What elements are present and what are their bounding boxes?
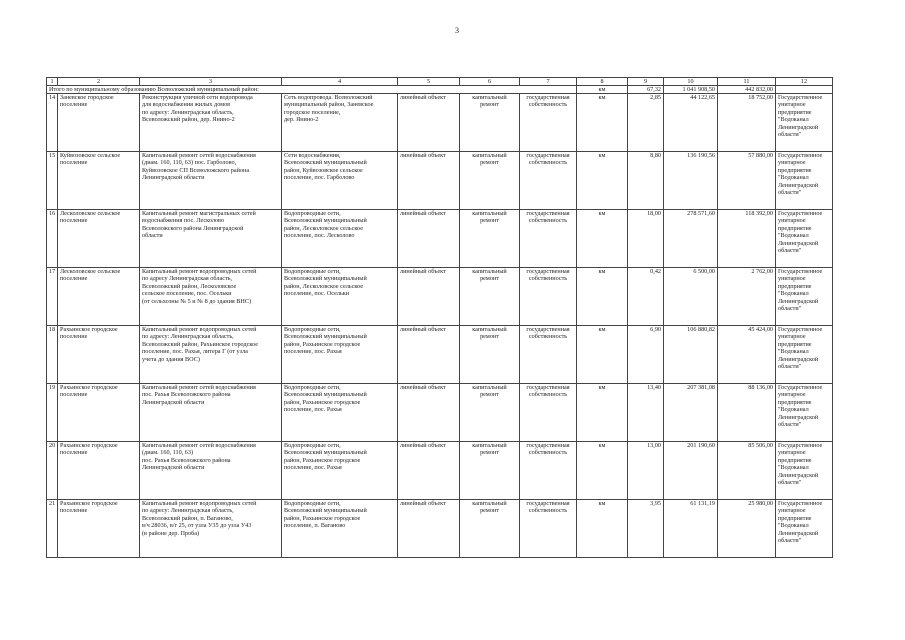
ownership-cell: государственная собственность: [520, 94, 577, 152]
amount-cell: 57 880,00: [718, 152, 776, 210]
cost-cell: 136 190,56: [664, 152, 718, 210]
table-row: [47, 500, 833, 558]
row-number-cell: 17: [47, 268, 58, 326]
ownership-cell: государственная собственность: [520, 442, 577, 500]
row-number-cell: 15: [47, 152, 58, 210]
total-cost: 1 041 908,50: [664, 86, 718, 94]
cost-cell: 6 500,00: [664, 268, 718, 326]
unit-cell: км: [577, 94, 628, 152]
object-name-cell: Капитальный ремонт водопроводных сетей по адресу Ленинградская область, Всеволожский район, Лесколовское сельское поселение, пос. Осельки (от сельхозны № 5 и № 8 до здания ВНС): [140, 268, 282, 326]
work-type-cell: капитальный ремонт: [460, 94, 520, 152]
unit-cell: км: [577, 384, 628, 442]
total-customer: [776, 86, 833, 94]
table-row: [47, 210, 833, 268]
column-number: 10: [664, 78, 718, 86]
object-type-cell: линейный объект: [398, 210, 460, 268]
work-type-cell: капитальный ремонт: [460, 268, 520, 326]
row-number-cell: 19: [47, 384, 58, 442]
settlement-cell: Рахьинское городское поселение: [58, 442, 140, 500]
customer-cell: Государственное унитарное предприятие "Водоканал Ленинградской области": [776, 500, 833, 558]
column-number: 1: [47, 78, 58, 86]
length-cell: 8,80: [628, 152, 664, 210]
object-name-cell: Капитальный ремонт водопроводных сетей по адресу: Ленинградская область, Всеволожский район, Рахьинское городское поселение, пос. Рахья, литера Г (от узла учета до здания ВОС): [140, 326, 282, 384]
settlement-cell: Лесколовское сельское поселение: [58, 210, 140, 268]
table-row: [47, 326, 833, 384]
row-number-cell: 20: [47, 442, 58, 500]
length-cell: 2,85: [628, 94, 664, 152]
length-cell: 3,95: [628, 500, 664, 558]
length-cell: 13,00: [628, 442, 664, 500]
row-number-cell: 14: [47, 94, 58, 152]
ownership-cell: государственная собственность: [520, 210, 577, 268]
amount-cell: 118 392,00: [718, 210, 776, 268]
total-amount: 442 832,00: [718, 86, 776, 94]
object-location-cell: Сеть водопровода. Всеволожский муниципальный район, Заневское городское поселение, дер. Янино-2: [282, 94, 398, 152]
object-type-cell: линейный объект: [398, 384, 460, 442]
object-type-cell: линейный объект: [398, 442, 460, 500]
amount-cell: 88 136,00: [718, 384, 776, 442]
cost-cell: 44 122,65: [664, 94, 718, 152]
work-type-cell: капитальный ремонт: [460, 442, 520, 500]
column-number: 7: [520, 78, 577, 86]
column-number: 12: [776, 78, 833, 86]
amount-cell: 2 762,00: [718, 268, 776, 326]
settlement-cell: Рахьинское городское поселение: [58, 500, 140, 558]
total-row: [47, 86, 833, 94]
cost-cell: 61 131,19: [664, 500, 718, 558]
length-cell: 6,90: [628, 326, 664, 384]
ownership-cell: государственная собственность: [520, 152, 577, 210]
object-name-cell: Капитальный ремонт водопроводных сетей по адресу: Ленинградская область, Всеволожский район, п. Ваганово, в/ч 28036, в/г 25, от узла У35 до узла У43 (в районе дер. Проба): [140, 500, 282, 558]
table-row: [47, 384, 833, 442]
column-number: 2: [58, 78, 140, 86]
customer-cell: Государственное унитарное предприятие "Водоканал Ленинградской области": [776, 152, 833, 210]
work-type-cell: капитальный ремонт: [460, 500, 520, 558]
object-location-cell: Водопроводные сети, Всеволожский муниципальный район, Рахьинское городское поселение, пос. Рахья: [282, 326, 398, 384]
object-name-cell: Капитальный ремонт сетей водоснабжения пос. Рахья Всеволожского района Ленинградской области: [140, 384, 282, 442]
ownership-cell: государственная собственность: [520, 326, 577, 384]
unit-cell: км: [577, 152, 628, 210]
object-name-cell: Реконструкция уличной сети водопровода для водоснабжения жилых домов по адресу: Ленинградская область, Всеволожский район, дер. Янино-2: [140, 94, 282, 152]
amount-cell: 45 424,00: [718, 326, 776, 384]
column-number: 6: [460, 78, 520, 86]
column-number: 5: [398, 78, 460, 86]
object-type-cell: линейный объект: [398, 268, 460, 326]
program-table: [46, 77, 833, 558]
customer-cell: Государственное унитарное предприятие "Водоканал Ленинградской области": [776, 94, 833, 152]
customer-cell: Государственное унитарное предприятие "Водоканал Ленинградской области": [776, 268, 833, 326]
column-number: 9: [628, 78, 664, 86]
column-number: 11: [718, 78, 776, 86]
unit-cell: км: [577, 210, 628, 268]
unit-cell: км: [577, 326, 628, 384]
unit-cell: км: [577, 442, 628, 500]
cost-cell: 201 190,60: [664, 442, 718, 500]
row-number-cell: 18: [47, 326, 58, 384]
work-type-cell: капитальный ремонт: [460, 210, 520, 268]
work-type-cell: капитальный ремонт: [460, 326, 520, 384]
unit-cell: км: [577, 500, 628, 558]
object-name-cell: Капитальный ремонт магистральных сетей водоснабжения пос. Лесколово Всеволожского района Ленинградской области: [140, 210, 282, 268]
amount-cell: 25 980,00: [718, 500, 776, 558]
settlement-cell: Лесколовское сельское поселение: [58, 268, 140, 326]
column-number: 4: [282, 78, 398, 86]
table-row: [47, 442, 833, 500]
object-location-cell: Водопроводные сети, Всеволожский муниципальный район, Рахьинское городское поселение, п. Ваганово: [282, 500, 398, 558]
length-cell: 18,00: [628, 210, 664, 268]
column-number: 3: [140, 78, 282, 86]
ownership-cell: государственная собственность: [520, 384, 577, 442]
total-length: 67,32: [628, 86, 664, 94]
customer-cell: Государственное унитарное предприятие "Водоканал Ленинградской области": [776, 442, 833, 500]
length-cell: 13,40: [628, 384, 664, 442]
page-number: 3: [455, 26, 459, 35]
object-type-cell: линейный объект: [398, 500, 460, 558]
object-name-cell: Капитальный ремонт сетей водоснабжения (диам. 160, 110, 63) пос. Гарболово, Куйвозовское СП Всеволожского района Ленинградской области: [140, 152, 282, 210]
object-name-cell: Капитальный ремонт сетей водоснабжения (диам. 160, 110, 63) пос. Рахья Всеволожского района Ленинградской области: [140, 442, 282, 500]
object-type-cell: линейный объект: [398, 94, 460, 152]
column-number-row: [47, 78, 833, 86]
settlement-cell: Рахьинское городское поселение: [58, 384, 140, 442]
settlement-cell: Рахьинское городское поселение: [58, 326, 140, 384]
amount-cell: 85 506,00: [718, 442, 776, 500]
row-number-cell: 21: [47, 500, 58, 558]
work-type-cell: капитальный ремонт: [460, 152, 520, 210]
object-location-cell: Водопроводные сети, Всеволожский муниципальный район, Лесколовское сельское поселение, пос. Осельки: [282, 268, 398, 326]
amount-cell: 18 752,00: [718, 94, 776, 152]
settlement-cell: Заневское городское поселение: [58, 94, 140, 152]
table-row: [47, 268, 833, 326]
ownership-cell: государственная собственность: [520, 500, 577, 558]
object-location-cell: Сети водоснабжения, Всеволожский муниципальный район, Куйвозовское сельское поселение, пос. Гарболово: [282, 152, 398, 210]
length-cell: 0,42: [628, 268, 664, 326]
customer-cell: Государственное унитарное предприятие "Водоканал Ленинградской области": [776, 326, 833, 384]
table-row: [47, 94, 833, 152]
object-location-cell: Водопроводные сети, Всеволожский муниципальный район, Лесколовское сельское поселение, пос. Лесколово: [282, 210, 398, 268]
cost-cell: 278 571,60: [664, 210, 718, 268]
ownership-cell: государственная собственность: [520, 268, 577, 326]
settlement-cell: Куйвозовское сельское поселение: [58, 152, 140, 210]
column-number: 8: [577, 78, 628, 86]
object-location-cell: Водопроводные сети, Всеволожский муниципальный район, Рахьинское городское поселение, пос. Рахья: [282, 442, 398, 500]
total-unit: км: [577, 86, 628, 94]
object-location-cell: Водопроводные сети, Всеволожский муниципальный район, Рахьинское городское поселение, пос. Рахья: [282, 384, 398, 442]
customer-cell: Государственное унитарное предприятие "Водоканал Ленинградской области": [776, 210, 833, 268]
object-type-cell: линейный объект: [398, 326, 460, 384]
work-type-cell: капитальный ремонт: [460, 384, 520, 442]
cost-cell: 207 381,08: [664, 384, 718, 442]
customer-cell: Государственное унитарное предприятие "Водоканал Ленинградской области": [776, 384, 833, 442]
total-label: Итого по муниципальному образованию Всеволожский муниципальный район:: [47, 86, 577, 94]
unit-cell: км: [577, 268, 628, 326]
table-row: [47, 152, 833, 210]
object-type-cell: линейный объект: [398, 152, 460, 210]
cost-cell: 106 880,82: [664, 326, 718, 384]
row-number-cell: 16: [47, 210, 58, 268]
